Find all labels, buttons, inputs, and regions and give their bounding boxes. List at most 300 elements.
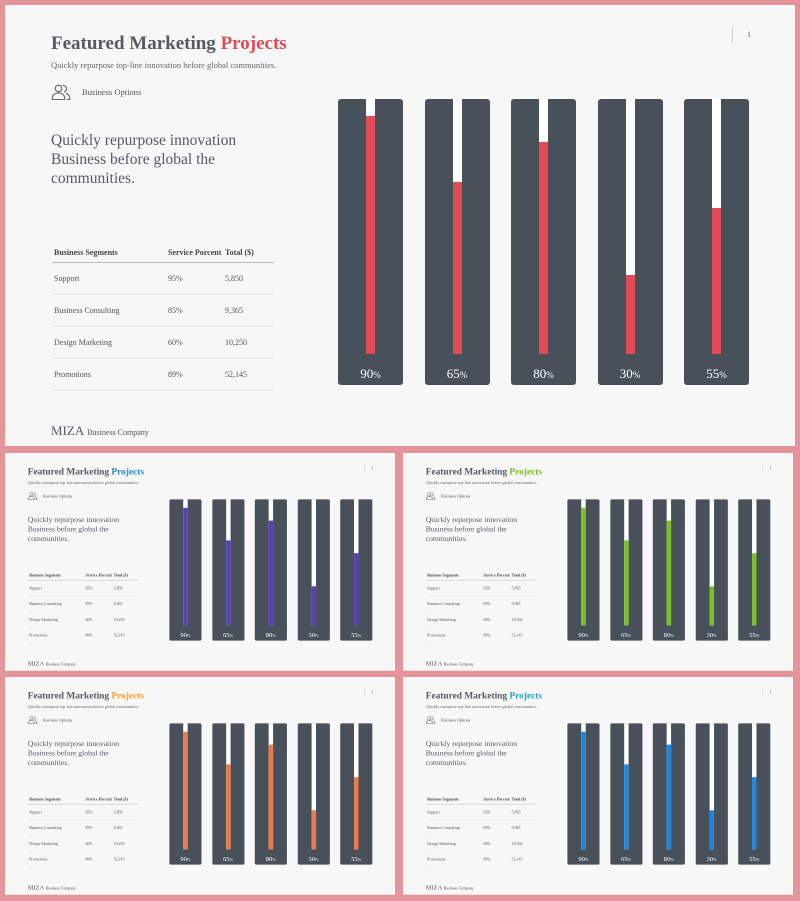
progress-bar xyxy=(610,499,642,640)
bar-value: 80 xyxy=(663,631,671,639)
table-row xyxy=(52,295,274,327)
bar-value-label xyxy=(340,856,372,863)
bar-fill xyxy=(269,745,273,850)
brand-subtitle: Business Company xyxy=(45,885,76,891)
bar-fill xyxy=(311,586,315,625)
progress-bar xyxy=(169,499,201,640)
slide-subtitle: Quickly repurpose top-line innovation before global communities. xyxy=(425,480,538,486)
bar-track xyxy=(354,723,358,849)
total-cell: 9,365 xyxy=(511,820,536,836)
bar-value-label xyxy=(169,856,201,863)
bar-value: 30 xyxy=(308,855,315,863)
bar-fill xyxy=(626,275,635,355)
slide-main xyxy=(5,5,795,446)
segment-cell: Business Consulting xyxy=(28,820,84,836)
segment-cell: Support xyxy=(426,580,482,596)
bar-value: 80 xyxy=(533,366,547,381)
bar-fill xyxy=(226,764,230,849)
bar-value: 55 xyxy=(749,855,756,863)
bar-value-label xyxy=(653,632,685,639)
progress-bar xyxy=(169,723,201,864)
progress-bar xyxy=(696,723,728,864)
percent-cell: 95% xyxy=(84,804,112,820)
page-number: 1 xyxy=(762,688,771,696)
bar-value-label xyxy=(567,856,599,863)
table-row xyxy=(52,263,274,295)
business-options xyxy=(28,716,73,725)
progress-bar xyxy=(511,99,576,385)
title-accent: Projects xyxy=(111,690,145,702)
bar-track xyxy=(269,499,273,625)
percent-cell: 95% xyxy=(482,804,510,820)
brand-subtitle: Business Company xyxy=(87,428,149,437)
bar-fill xyxy=(752,777,756,849)
bar-value: 55 xyxy=(351,855,358,863)
segment-cell: Promotions xyxy=(426,852,482,868)
table-row xyxy=(426,852,536,868)
header-business-segments: Business Segments xyxy=(426,789,482,805)
business-options-label: Business Options xyxy=(43,493,73,499)
header-business-segments: Business Segments xyxy=(28,565,84,581)
bar-fill xyxy=(667,521,671,626)
bar-fill xyxy=(624,764,628,849)
header-service-percent: Service Porcent xyxy=(482,789,510,805)
business-options xyxy=(28,492,73,501)
progress-bar xyxy=(255,499,287,640)
brand-logo: MIZA xyxy=(425,883,443,891)
title-accent: Projects xyxy=(111,466,145,478)
table-row xyxy=(426,628,536,644)
bar-value-label xyxy=(610,856,642,863)
segment-cell: Support xyxy=(52,263,166,295)
bar-value: 80 xyxy=(265,855,273,863)
progress-bar xyxy=(298,723,330,864)
title-main: Featured Marketing xyxy=(27,466,110,478)
title-accent: Projects xyxy=(509,690,543,702)
progress-bar xyxy=(653,499,685,640)
bar-unit: % xyxy=(719,370,727,380)
bar-value: 55 xyxy=(706,366,720,381)
total-cell: 52,145 xyxy=(223,359,274,391)
segment-cell: Design Marketing xyxy=(426,612,482,628)
footer-brand xyxy=(28,883,76,892)
segment-cell: Business Consulting xyxy=(28,596,84,612)
bar-value-label xyxy=(738,632,770,639)
bar-value: 90 xyxy=(578,855,585,863)
segments-table xyxy=(52,231,274,391)
table-row xyxy=(426,580,536,596)
bar-value-label xyxy=(598,367,663,382)
bar-unit: % xyxy=(357,857,362,863)
headline: Quickly repurpose innovation Business before global the communities. xyxy=(51,132,237,187)
bar-value: 55 xyxy=(749,631,756,639)
slide-thumb-green xyxy=(403,453,793,671)
title-accent: Projects xyxy=(220,33,287,54)
total-cell: 10,250 xyxy=(511,836,536,852)
business-options-label: Business Options xyxy=(441,717,471,723)
percent-cell: 60% xyxy=(84,612,112,628)
progress-bar xyxy=(212,499,244,640)
bar-fill xyxy=(539,142,548,354)
bar-fill xyxy=(667,745,671,850)
users-icon xyxy=(426,492,436,501)
segment-cell: Support xyxy=(426,804,482,820)
users-icon xyxy=(28,492,38,501)
progress-bar xyxy=(684,99,749,385)
bar-unit: % xyxy=(229,857,234,863)
bar-fill xyxy=(453,182,462,354)
segment-cell: Promotions xyxy=(28,852,84,868)
progress-bar xyxy=(340,723,372,864)
brand-subtitle: Business Company xyxy=(443,661,474,667)
total-cell: 10,250 xyxy=(223,327,274,359)
bar-unit: % xyxy=(632,370,641,380)
bar-value: 30 xyxy=(619,366,633,381)
total-cell: 5,850 xyxy=(113,580,138,596)
bar-track xyxy=(667,723,671,849)
segment-cell: Support xyxy=(28,804,84,820)
progress-bar xyxy=(567,723,599,864)
table-header-row xyxy=(426,789,536,805)
business-options-label: Business Options xyxy=(441,493,471,499)
bar-fill xyxy=(709,586,713,625)
bar-fill xyxy=(226,540,230,625)
title-main: Featured Marketing xyxy=(425,466,508,478)
total-cell: 5,850 xyxy=(511,580,536,596)
bar-value: 90 xyxy=(578,631,585,639)
bar-track xyxy=(183,499,187,625)
table-row xyxy=(28,612,138,628)
bar-value: 90 xyxy=(180,855,187,863)
total-cell: 10,250 xyxy=(113,836,138,852)
users-icon xyxy=(426,716,436,725)
brand-logo: MIZA xyxy=(27,883,45,891)
progress-bar xyxy=(340,499,372,640)
headline: Quickly repurpose innovation Business before global the communities. xyxy=(425,739,518,767)
progress-bar xyxy=(738,499,770,640)
percent-cell: 95% xyxy=(166,263,223,295)
table-header-row xyxy=(28,789,138,805)
bar-value-label xyxy=(425,367,490,382)
bar-fill xyxy=(581,732,585,850)
bar-value: 80 xyxy=(663,855,671,863)
bar-fill xyxy=(354,777,358,849)
table-row xyxy=(28,596,138,612)
segment-cell: Business Consulting xyxy=(426,820,482,836)
bar-value-label xyxy=(338,367,403,382)
bar-value: 65 xyxy=(446,366,460,381)
bar-track xyxy=(667,499,671,625)
users-icon xyxy=(28,716,38,725)
headline: Quickly repurpose innovation Business before global the communities. xyxy=(27,739,120,767)
segments-table xyxy=(426,565,536,644)
header-business-segments: Business Segments xyxy=(28,789,84,805)
header-total: Total ($) xyxy=(511,789,536,805)
bar-value: 65 xyxy=(621,631,628,639)
bar-track xyxy=(226,499,230,625)
footer-brand xyxy=(426,883,474,892)
bar-fill xyxy=(311,810,315,849)
bar-value: 90 xyxy=(360,366,374,381)
segments-table xyxy=(28,789,138,868)
table-row xyxy=(28,628,138,644)
progress-bar xyxy=(738,723,770,864)
bar-value: 65 xyxy=(621,855,628,863)
header-service-percent: Service Porcent xyxy=(166,231,223,263)
page-number: 1 xyxy=(762,464,771,472)
slide-thumb-blue xyxy=(5,453,395,671)
bar-track xyxy=(539,99,548,354)
percent-cell: 89% xyxy=(166,359,223,391)
bar-unit: % xyxy=(314,633,319,639)
progress-bar xyxy=(212,723,244,864)
bar-value: 65 xyxy=(223,631,230,639)
bar-track xyxy=(311,723,315,849)
header-business-segments: Business Segments xyxy=(52,231,166,263)
header-service-percent: Service Porcent xyxy=(84,789,112,805)
segment-cell: Promotions xyxy=(28,628,84,644)
bar-track xyxy=(752,723,756,849)
slide-subtitle: Quickly repurpose top-line innovation before global communities. xyxy=(27,480,140,486)
percent-cell: 89% xyxy=(482,852,510,868)
bar-track xyxy=(581,723,585,849)
business-options xyxy=(51,83,141,101)
bar-value-label xyxy=(298,856,330,863)
bar-track xyxy=(752,499,756,625)
bar-track xyxy=(624,499,628,625)
percent-cell: 95% xyxy=(482,580,510,596)
table-row xyxy=(28,852,138,868)
table-row xyxy=(52,327,274,359)
brand-logo: MIZA xyxy=(425,659,443,667)
table-row xyxy=(28,820,138,836)
segment-cell: Design Marketing xyxy=(52,327,166,359)
progress-bar xyxy=(696,499,728,640)
bar-fill xyxy=(709,810,713,849)
bar-fill xyxy=(366,116,375,355)
bar-value: 80 xyxy=(265,631,273,639)
business-options-label: Business Options xyxy=(82,87,142,97)
segment-cell: Design Marketing xyxy=(28,612,84,628)
page-number: 1 xyxy=(364,688,373,696)
total-cell: 52,145 xyxy=(113,628,138,644)
header-business-segments: Business Segments xyxy=(426,565,482,581)
total-cell: 5,850 xyxy=(113,804,138,820)
table-row xyxy=(426,804,536,820)
total-cell: 52,145 xyxy=(113,852,138,868)
bar-value-label xyxy=(255,632,287,639)
percent-cell: 60% xyxy=(482,836,510,852)
bar-track xyxy=(712,99,721,354)
footer-brand xyxy=(51,422,149,440)
progress-bar xyxy=(598,99,663,385)
brand-subtitle: Business Company xyxy=(443,885,474,891)
bar-value: 30 xyxy=(308,631,315,639)
slide-title xyxy=(28,467,144,478)
bar-unit: % xyxy=(627,857,632,863)
business-options xyxy=(426,492,471,501)
bar-unit: % xyxy=(755,633,760,639)
total-cell: 9,365 xyxy=(223,295,274,327)
total-cell: 10,250 xyxy=(511,612,536,628)
segment-cell: Promotions xyxy=(52,359,166,391)
header-service-percent: Service Porcent xyxy=(482,565,510,581)
bar-fill xyxy=(354,553,358,625)
progress-bar xyxy=(610,723,642,864)
bar-unit: % xyxy=(755,857,760,863)
bar-fill xyxy=(183,732,187,850)
segments-table xyxy=(426,789,536,868)
bar-track xyxy=(269,723,273,849)
title-main: Featured Marketing xyxy=(425,690,508,702)
progress-bar xyxy=(255,723,287,864)
bar-value-label xyxy=(684,367,749,382)
bar-value-label xyxy=(255,856,287,863)
footer-brand xyxy=(28,659,76,668)
bar-unit: % xyxy=(459,370,468,380)
bar-unit: % xyxy=(712,633,717,639)
segment-cell: Design Marketing xyxy=(426,836,482,852)
total-cell: 5,850 xyxy=(223,263,274,295)
bar-unit: % xyxy=(712,857,717,863)
progress-bar xyxy=(425,99,490,385)
segment-cell: Business Consulting xyxy=(52,295,166,327)
bar-value: 30 xyxy=(706,855,713,863)
table-header-row xyxy=(28,565,138,581)
total-cell: 5,850 xyxy=(511,804,536,820)
bar-value: 90 xyxy=(180,631,187,639)
brand-subtitle: Business Company xyxy=(45,661,76,667)
table-row xyxy=(426,596,536,612)
title-accent: Projects xyxy=(509,466,543,478)
total-cell: 9,365 xyxy=(113,820,138,836)
header-total: Total ($) xyxy=(113,789,138,805)
brand-logo: MIZA xyxy=(27,659,45,667)
bar-value-label xyxy=(340,632,372,639)
segment-cell: Business Consulting xyxy=(426,596,482,612)
segment-cell: Design Marketing xyxy=(28,836,84,852)
bar-value-label xyxy=(696,632,728,639)
total-cell: 10,250 xyxy=(113,612,138,628)
bar-track xyxy=(624,723,628,849)
header-total: Total ($) xyxy=(223,231,274,263)
business-options xyxy=(426,716,471,725)
bar-fill xyxy=(712,208,721,354)
business-options-label: Business Options xyxy=(43,717,73,723)
slide-subtitle: Quickly repurpose top-line innovation before global communities. xyxy=(27,704,140,710)
table-header-row xyxy=(52,231,274,263)
bar-unit: % xyxy=(670,633,674,639)
bar-unit: % xyxy=(186,857,191,863)
progress-bar xyxy=(653,723,685,864)
bar-value: 55 xyxy=(351,631,358,639)
bar-fill xyxy=(269,521,273,626)
bar-fill xyxy=(183,508,187,626)
bar-unit: % xyxy=(357,633,362,639)
header-total: Total ($) xyxy=(113,565,138,581)
slide-subtitle: Quickly repurpose top-line innovation before global communities. xyxy=(51,60,277,70)
bar-unit: % xyxy=(373,370,381,380)
table-header-row xyxy=(426,565,536,581)
headline: Quickly repurpose innovation Business before global the communities. xyxy=(425,515,518,543)
progress-bar xyxy=(567,499,599,640)
bar-unit: % xyxy=(546,370,554,380)
bar-value-label xyxy=(653,856,685,863)
slide-subtitle: Quickly repurpose top-line innovation before global communities. xyxy=(425,704,538,710)
total-cell: 9,365 xyxy=(113,596,138,612)
bar-value-label xyxy=(298,632,330,639)
table-row xyxy=(52,359,274,391)
bar-fill xyxy=(752,553,756,625)
bar-unit: % xyxy=(229,633,234,639)
bar-value-label xyxy=(212,632,244,639)
headline: Quickly repurpose innovation Business before global the communities. xyxy=(27,515,120,543)
percent-cell: 89% xyxy=(84,628,112,644)
progress-bar xyxy=(338,99,403,385)
bar-unit: % xyxy=(627,633,632,639)
header-total: Total ($) xyxy=(511,565,536,581)
percent-cell: 85% xyxy=(482,820,510,836)
segment-cell: Support xyxy=(28,580,84,596)
bar-value: 30 xyxy=(706,631,713,639)
brand-logo: MIZA xyxy=(51,423,85,438)
percent-cell: 85% xyxy=(84,596,112,612)
percent-cell: 89% xyxy=(482,628,510,644)
segment-cell: Promotions xyxy=(426,628,482,644)
progress-bar xyxy=(298,499,330,640)
bar-value-label xyxy=(169,632,201,639)
bar-unit: % xyxy=(670,857,674,863)
bar-unit: % xyxy=(584,633,589,639)
slide-title xyxy=(51,33,287,55)
bar-track xyxy=(709,723,713,849)
percent-cell: 60% xyxy=(166,327,223,359)
percent-cell: 85% xyxy=(482,596,510,612)
percent-cell: 60% xyxy=(84,836,112,852)
table-row xyxy=(28,580,138,596)
bar-unit: % xyxy=(186,633,191,639)
bar-track xyxy=(626,99,635,354)
total-cell: 52,145 xyxy=(511,628,536,644)
bar-unit: % xyxy=(584,857,589,863)
slide-title xyxy=(426,691,542,702)
table-row xyxy=(28,804,138,820)
bar-track xyxy=(709,499,713,625)
bar-value-label xyxy=(212,856,244,863)
bar-value-label xyxy=(696,856,728,863)
bar-fill xyxy=(624,540,628,625)
footer-brand xyxy=(426,659,474,668)
bar-unit: % xyxy=(272,857,276,863)
bar-track xyxy=(366,99,375,354)
slide-title xyxy=(426,467,542,478)
table-row xyxy=(426,820,536,836)
slide-thumb-orange xyxy=(5,677,395,895)
bar-track xyxy=(453,99,462,354)
bar-track xyxy=(311,499,315,625)
title-main: Featured Marketing xyxy=(27,690,110,702)
bar-unit: % xyxy=(272,633,276,639)
bar-track xyxy=(226,723,230,849)
bar-track xyxy=(183,723,187,849)
slide-thumb-teal xyxy=(403,677,793,895)
percent-cell: 85% xyxy=(84,820,112,836)
table-row xyxy=(28,836,138,852)
header-service-percent: Service Porcent xyxy=(84,565,112,581)
bar-value-label xyxy=(610,632,642,639)
table-row xyxy=(426,612,536,628)
percent-cell: 95% xyxy=(84,580,112,596)
